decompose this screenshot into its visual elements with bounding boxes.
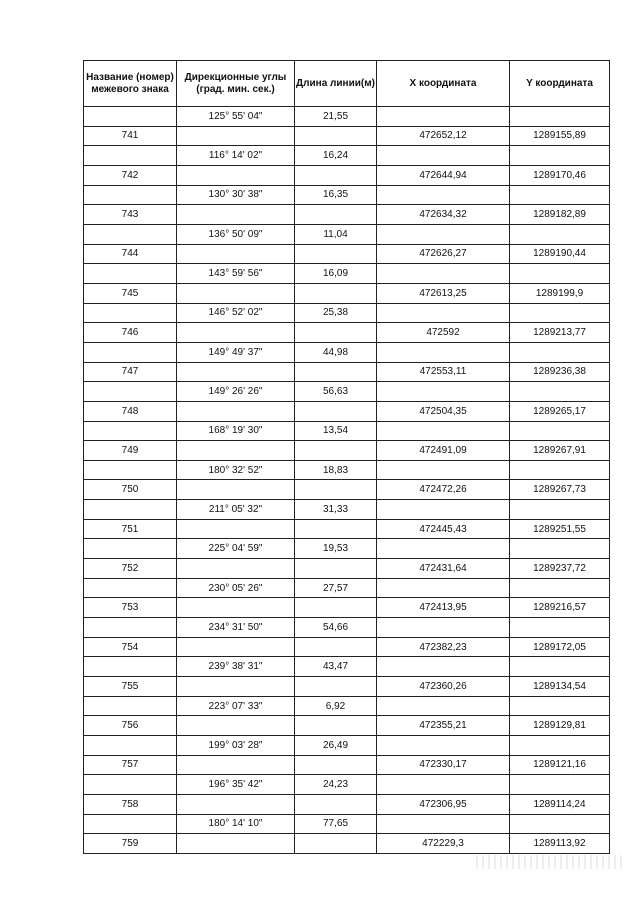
line-length-cell [295,205,377,225]
bearing-angle-cell: 149° 49' 37" [177,342,295,362]
y-coordinate-cell: 1289267,73 [510,480,610,500]
x-coordinate-cell: 472306,95 [377,794,510,814]
bearing-angle-cell [177,637,295,657]
bearing-angle-cell: 180° 32' 52" [177,460,295,480]
table-row [84,107,610,127]
y-coordinate-cell: 1289155,89 [510,126,610,146]
line-length-cell [295,362,377,382]
table-row [84,323,610,343]
line-length-cell: 26,49 [295,736,377,756]
line-length-cell [295,637,377,657]
line-length-cell [295,834,377,854]
table-row [84,165,610,185]
bearing-angle-cell: 196° 35' 42" [177,775,295,795]
table-row [84,736,610,756]
boundary-coordinates-table [83,60,610,854]
table-row [84,382,610,402]
coordinates-sheet [83,60,610,854]
line-length-cell [295,126,377,146]
bearing-angle-cell [177,244,295,264]
bearing-angle-cell: 230° 05' 26" [177,578,295,598]
x-coordinate-cell: 472592 [377,323,510,343]
x-coordinate-cell: 472491,09 [377,441,510,461]
bearing-angle-cell [177,283,295,303]
x-coordinate-cell [377,500,510,520]
x-coordinate-cell: 472382,23 [377,637,510,657]
bearing-angle-cell [177,794,295,814]
table-row [84,500,610,520]
x-coordinate-cell [377,303,510,323]
marker-name-cell [84,578,177,598]
y-coordinate-cell [510,460,610,480]
y-coordinate-cell: 1289134,54 [510,677,610,697]
x-coordinate-cell [377,224,510,244]
y-coordinate-cell [510,500,610,520]
bearing-angle-cell [177,755,295,775]
marker-name-cell [84,224,177,244]
scan-noise [476,855,626,869]
x-coordinate-cell: 472634,32 [377,205,510,225]
marker-name-cell: 748 [84,401,177,421]
line-length-cell [295,283,377,303]
marker-name-cell [84,382,177,402]
x-coordinate-cell: 472360,26 [377,677,510,697]
x-coordinate-cell [377,382,510,402]
table-row [84,578,610,598]
y-coordinate-cell [510,382,610,402]
bearing-angle-cell: 225° 04' 59" [177,539,295,559]
table-row [84,559,610,579]
y-coordinate-cell: 1289216,57 [510,598,610,618]
x-coordinate-cell [377,264,510,284]
table-row [84,696,610,716]
marker-name-cell [84,500,177,520]
line-length-cell: 6,92 [295,696,377,716]
marker-name-cell: 746 [84,323,177,343]
line-length-cell [295,794,377,814]
bearing-angle-cell: 116° 14' 02" [177,146,295,166]
x-coordinate-cell [377,657,510,677]
bearing-angle-cell [177,362,295,382]
line-length-cell: 25,38 [295,303,377,323]
bearing-angle-cell [177,401,295,421]
bearing-angle-cell [177,205,295,225]
x-coordinate-cell: 472652,12 [377,126,510,146]
marker-name-cell [84,814,177,834]
y-coordinate-cell [510,618,610,638]
y-coordinate-cell [510,146,610,166]
x-coordinate-cell [377,185,510,205]
line-length-cell: 43,47 [295,657,377,677]
line-length-cell [295,480,377,500]
bearing-angle-cell [177,677,295,697]
line-length-cell: 24,23 [295,775,377,795]
table-row [84,716,610,736]
bearing-angle-cell [177,126,295,146]
table-row [84,794,610,814]
y-coordinate-cell: 1289236,38 [510,362,610,382]
table-row [84,421,610,441]
y-coordinate-cell: 1289113,92 [510,834,610,854]
y-coordinate-cell [510,578,610,598]
line-length-cell: 44,98 [295,342,377,362]
line-length-cell [295,677,377,697]
table-row [84,814,610,834]
table-row [84,775,610,795]
bearing-angle-cell [177,834,295,854]
marker-name-cell: 754 [84,637,177,657]
x-coordinate-cell [377,342,510,362]
y-coordinate-cell: 1289251,55 [510,519,610,539]
x-coordinate-cell [377,578,510,598]
x-coordinate-cell [377,146,510,166]
table-row [84,519,610,539]
bearing-angle-cell: 239° 38' 31" [177,657,295,677]
y-coordinate-cell: 1289265,17 [510,401,610,421]
y-coordinate-cell [510,775,610,795]
y-coordinate-cell [510,342,610,362]
header-x-coordinate: X координата [377,61,510,107]
bearing-angle-cell: 234° 31' 50" [177,618,295,638]
line-length-cell [295,401,377,421]
y-coordinate-cell: 1289129,81 [510,716,610,736]
x-coordinate-cell [377,421,510,441]
table-row [84,342,610,362]
table-row [84,283,610,303]
table-body [84,107,610,854]
x-coordinate-cell [377,814,510,834]
marker-name-cell: 757 [84,755,177,775]
table-row [84,480,610,500]
header-y-coordinate: Y координата [510,61,610,107]
marker-name-cell: 758 [84,794,177,814]
y-coordinate-cell [510,107,610,127]
marker-name-cell [84,657,177,677]
table-row [84,362,610,382]
header-line-length: Длина линии(м) [295,61,377,107]
table-row [84,205,610,225]
line-length-cell [295,598,377,618]
y-coordinate-cell [510,814,610,834]
x-coordinate-cell [377,107,510,127]
marker-name-cell [84,342,177,362]
line-length-cell: 54,66 [295,618,377,638]
marker-name-cell [84,107,177,127]
marker-name-cell [84,618,177,638]
marker-name-cell: 752 [84,559,177,579]
x-coordinate-cell: 472330,17 [377,755,510,775]
bearing-angle-cell [177,559,295,579]
line-length-cell [295,441,377,461]
x-coordinate-cell [377,736,510,756]
line-length-cell [295,244,377,264]
marker-name-cell [84,303,177,323]
x-coordinate-cell [377,618,510,638]
header-bearing-angle: Дирекционные углы (град. мин. сек.) [177,61,295,107]
x-coordinate-cell: 472413,95 [377,598,510,618]
y-coordinate-cell: 1289190,44 [510,244,610,264]
y-coordinate-cell: 1289237,72 [510,559,610,579]
marker-name-cell: 747 [84,362,177,382]
table-row [84,303,610,323]
table-row [84,598,610,618]
line-length-cell [295,165,377,185]
x-coordinate-cell: 472504,35 [377,401,510,421]
bearing-angle-cell: 180° 14' 10" [177,814,295,834]
table-row [84,834,610,854]
y-coordinate-cell: 1289213,77 [510,323,610,343]
table-row [84,637,610,657]
marker-name-cell: 743 [84,205,177,225]
line-length-cell: 18,83 [295,460,377,480]
bearing-angle-cell: 149° 26' 26" [177,382,295,402]
bearing-angle-cell: 199° 03' 28" [177,736,295,756]
marker-name-cell: 749 [84,441,177,461]
y-coordinate-cell [510,224,610,244]
y-coordinate-cell [510,303,610,323]
y-coordinate-cell: 1289199,9 [510,283,610,303]
y-coordinate-cell [510,696,610,716]
marker-name-cell: 756 [84,716,177,736]
marker-name-cell [84,736,177,756]
line-length-cell: 21,55 [295,107,377,127]
x-coordinate-cell: 472445,43 [377,519,510,539]
line-length-cell: 77,65 [295,814,377,834]
table-row [84,657,610,677]
marker-name-cell [84,421,177,441]
marker-name-cell [84,696,177,716]
x-coordinate-cell [377,775,510,795]
bearing-angle-cell: 136° 50' 09" [177,224,295,244]
line-length-cell: 13,54 [295,421,377,441]
marker-name-cell [84,775,177,795]
x-coordinate-cell: 472355,21 [377,716,510,736]
line-length-cell: 16,24 [295,146,377,166]
marker-name-cell: 755 [84,677,177,697]
marker-name-cell [84,185,177,205]
bearing-angle-cell: 211° 05' 32" [177,500,295,520]
y-coordinate-cell: 1289170,46 [510,165,610,185]
table-row [84,126,610,146]
x-coordinate-cell: 472472,26 [377,480,510,500]
y-coordinate-cell [510,657,610,677]
y-coordinate-cell: 1289114,24 [510,794,610,814]
table-row [84,264,610,284]
bearing-angle-cell [177,598,295,618]
x-coordinate-cell: 472613,25 [377,283,510,303]
line-length-cell [295,716,377,736]
table-row [84,146,610,166]
bearing-angle-cell: 223° 07' 33" [177,696,295,716]
line-length-cell: 11,04 [295,224,377,244]
line-length-cell [295,755,377,775]
bearing-angle-cell [177,165,295,185]
y-coordinate-cell [510,185,610,205]
bearing-angle-cell: 130° 30' 38" [177,185,295,205]
table-row [84,755,610,775]
marker-name-cell: 744 [84,244,177,264]
x-coordinate-cell [377,696,510,716]
line-length-cell: 27,57 [295,578,377,598]
line-length-cell: 31,33 [295,500,377,520]
bearing-angle-cell: 168° 19' 30" [177,421,295,441]
marker-name-cell: 742 [84,165,177,185]
table-row [84,185,610,205]
y-coordinate-cell: 1289267,91 [510,441,610,461]
table-row [84,539,610,559]
x-coordinate-cell [377,539,510,559]
bearing-angle-cell: 125° 55' 04" [177,107,295,127]
line-length-cell [295,559,377,579]
x-coordinate-cell: 472644,94 [377,165,510,185]
x-coordinate-cell [377,460,510,480]
marker-name-cell [84,146,177,166]
x-coordinate-cell: 472626,27 [377,244,510,264]
bearing-angle-cell: 143° 59' 56" [177,264,295,284]
marker-name-cell: 745 [84,283,177,303]
table-row [84,441,610,461]
line-length-cell: 16,09 [295,264,377,284]
y-coordinate-cell: 1289121,16 [510,755,610,775]
x-coordinate-cell: 472553,11 [377,362,510,382]
marker-name-cell: 753 [84,598,177,618]
line-length-cell: 16,35 [295,185,377,205]
y-coordinate-cell [510,736,610,756]
y-coordinate-cell [510,421,610,441]
bearing-angle-cell [177,716,295,736]
y-coordinate-cell: 1289172,05 [510,637,610,657]
bearing-angle-cell: 146° 52' 02" [177,303,295,323]
table-row [84,677,610,697]
header-marker-name: Название (номер) межевого знака [84,61,177,107]
y-coordinate-cell: 1289182,89 [510,205,610,225]
table-row [84,618,610,638]
bearing-angle-cell [177,519,295,539]
table-row [84,224,610,244]
x-coordinate-cell: 472229,3 [377,834,510,854]
line-length-cell [295,519,377,539]
marker-name-cell: 750 [84,480,177,500]
line-length-cell [295,323,377,343]
y-coordinate-cell [510,264,610,284]
table-row [84,401,610,421]
y-coordinate-cell [510,539,610,559]
table-row [84,244,610,264]
table-row [84,460,610,480]
marker-name-cell: 751 [84,519,177,539]
x-coordinate-cell: 472431,64 [377,559,510,579]
marker-name-cell [84,460,177,480]
marker-name-cell [84,539,177,559]
bearing-angle-cell [177,441,295,461]
marker-name-cell: 759 [84,834,177,854]
line-length-cell: 19,53 [295,539,377,559]
line-length-cell: 56,63 [295,382,377,402]
table-header-row [84,61,610,107]
marker-name-cell: 741 [84,126,177,146]
marker-name-cell [84,264,177,284]
bearing-angle-cell [177,323,295,343]
bearing-angle-cell [177,480,295,500]
